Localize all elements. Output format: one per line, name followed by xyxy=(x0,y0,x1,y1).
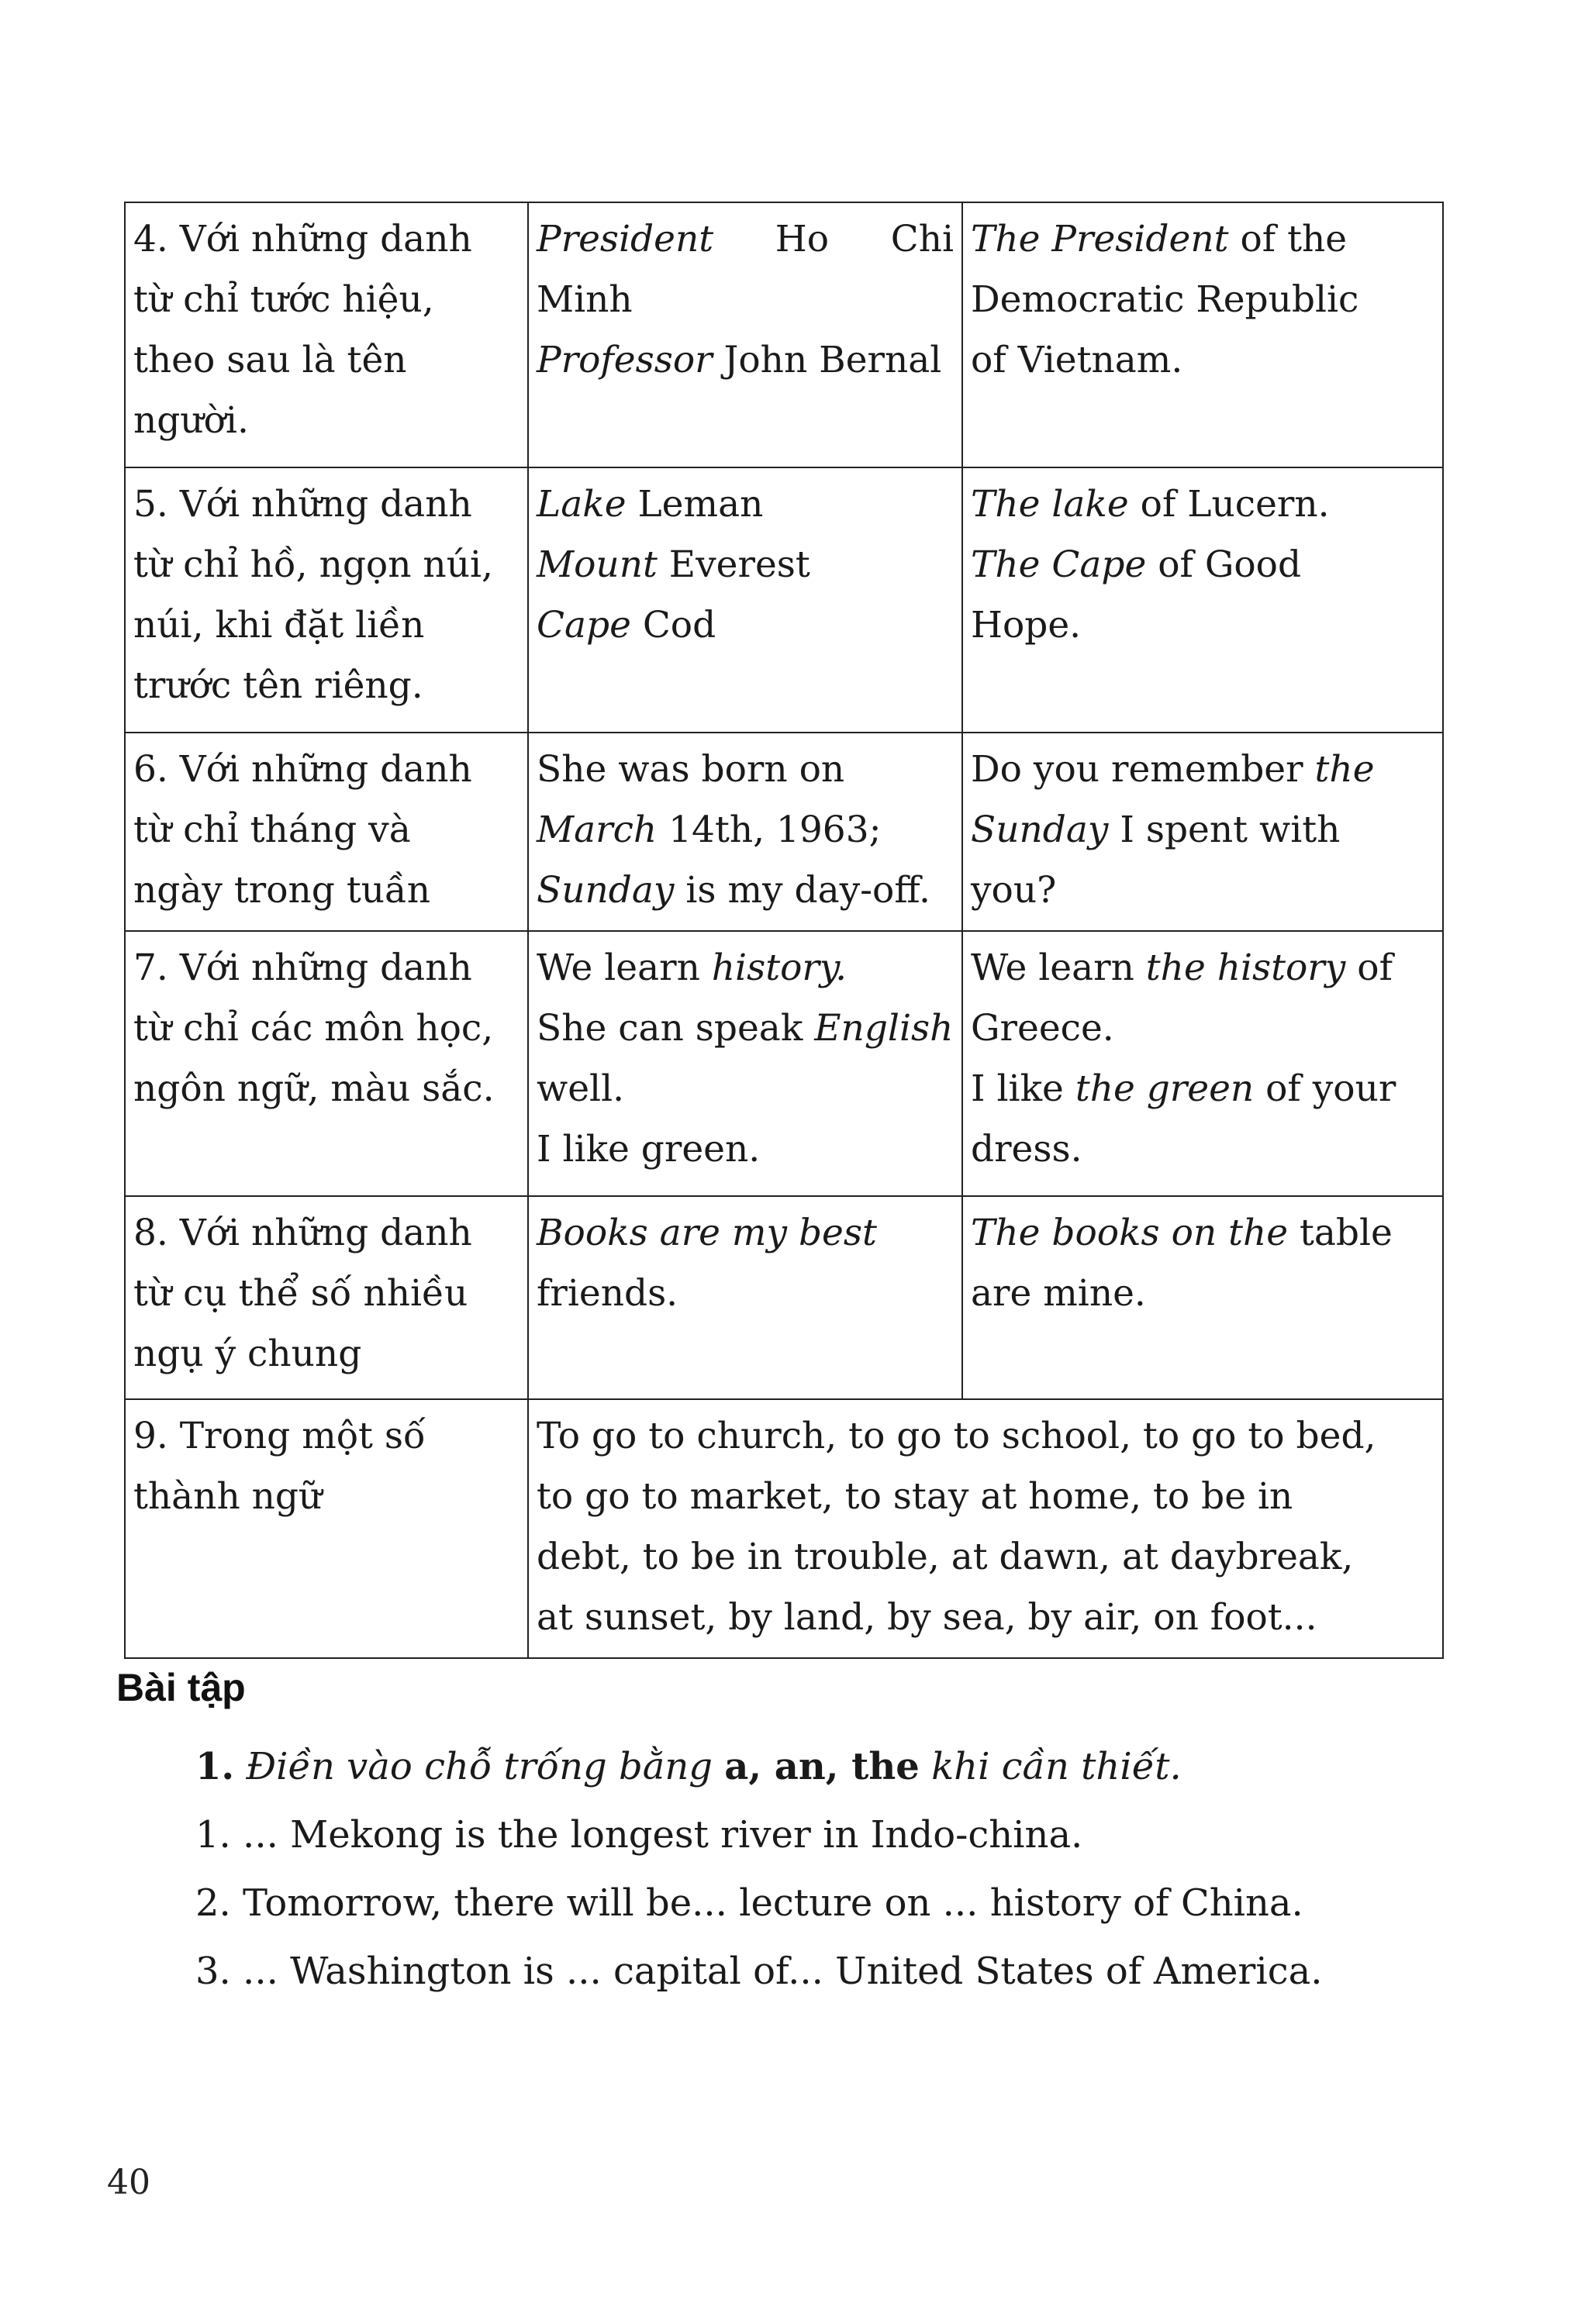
example-with-the-cell xyxy=(962,1196,1443,1399)
example-line: The President of the xyxy=(971,218,1348,260)
rule-line: từ cụ thể số nhiều xyxy=(133,1272,468,1315)
example-line: Mount Everest xyxy=(537,543,810,586)
rule-line: 9. Trong một số xyxy=(133,1415,426,1457)
example-line: Professor John Bernal xyxy=(537,339,942,381)
example-line: Cape Cod xyxy=(537,604,716,647)
idiom-line: To go to church, to go to school, to go to bed, xyxy=(537,1415,1376,1457)
table-row xyxy=(125,931,1443,1196)
idiom-line: to go to market, to stay at home, to be in xyxy=(537,1475,1293,1518)
exercise-question: 2. Tomorrow, there will be... lecture on ... history of China. xyxy=(195,1881,1303,1925)
idioms-cell xyxy=(528,1399,1443,1658)
exercise-question: 3. ... Washington is ... capital of... United States of America. xyxy=(195,1950,1323,1993)
example-line: well. xyxy=(537,1067,625,1110)
rule-line: ngày trong tuần xyxy=(133,869,431,912)
rule-line: 8. Với những danh xyxy=(133,1212,472,1254)
example-line: friends. xyxy=(537,1272,678,1315)
rule-line: 7. Với những danh xyxy=(133,946,472,989)
rule-line: theo sau là tên xyxy=(133,339,407,381)
rule-cell xyxy=(125,1399,528,1658)
example-no-article-cell xyxy=(528,931,962,1196)
table-row xyxy=(125,202,1443,467)
rule-line: 5. Với những danh xyxy=(133,483,472,526)
example-no-article-cell xyxy=(528,1196,962,1399)
example-line: Sunday I spent with xyxy=(971,809,1341,851)
table-row xyxy=(125,467,1443,733)
example-with-the-cell xyxy=(962,467,1443,733)
rule-cell xyxy=(125,733,528,931)
exercise-block xyxy=(195,1733,1452,2005)
table-row xyxy=(125,733,1443,931)
example-line: you? xyxy=(971,869,1057,912)
rule-line: từ chỉ hồ, ngọn núi, xyxy=(133,543,493,586)
example-line: I like green. xyxy=(537,1128,761,1171)
example-line: Greece. xyxy=(971,1007,1114,1050)
idiom-line: debt, to be in trouble, at dawn, at daybreak, xyxy=(537,1536,1354,1578)
page-number: 40 xyxy=(107,2163,150,2202)
table-row xyxy=(125,1399,1443,1658)
example-line: Democratic Republic xyxy=(971,278,1359,321)
example-line: The books on the table xyxy=(971,1212,1393,1254)
example-line: dress. xyxy=(971,1128,1082,1171)
example-line: of Vietnam. xyxy=(971,339,1183,381)
rule-cell xyxy=(125,202,528,467)
section-title: Bài tập xyxy=(116,1666,246,1709)
example-line: President Ho Chi Minh xyxy=(537,218,954,321)
example-line: I like the green of your xyxy=(971,1067,1396,1110)
rule-line: ngôn ngữ, màu sắc. xyxy=(133,1067,495,1110)
rule-line: 6. Với những danh xyxy=(133,748,472,791)
example-line: She was born on xyxy=(537,748,845,791)
rule-cell xyxy=(125,1196,528,1399)
example-line: Hope. xyxy=(971,604,1082,647)
example-line: are mine. xyxy=(971,1272,1146,1315)
rule-line: người. xyxy=(133,399,249,442)
example-no-article-cell xyxy=(528,202,962,467)
example-line: Sunday is my day-off. xyxy=(537,869,930,912)
rule-cell xyxy=(125,467,528,733)
example-line: March 14th, 1963; xyxy=(537,809,882,851)
rule-line: trước tên riêng. xyxy=(133,664,423,707)
rule-cell xyxy=(125,931,528,1196)
idiom-line: at sunset, by land, by sea, by air, on foot... xyxy=(537,1596,1317,1639)
rule-line: từ chỉ tước hiệu, xyxy=(133,278,434,321)
rule-line: 4. Với những danh xyxy=(133,218,472,260)
example-with-the-cell xyxy=(962,931,1443,1196)
example-line: Lake Leman xyxy=(537,483,764,526)
exercise-heading: 1. Điền vào chỗ trống bằng a, an, the khi cần thiết. xyxy=(195,1745,1182,1788)
example-with-the-cell xyxy=(962,733,1443,931)
exercise-question: 1. ... Mekong is the longest river in Indo-china. xyxy=(195,1813,1083,1857)
example-no-article-cell xyxy=(528,467,962,733)
article-usage-table xyxy=(124,202,1444,1659)
rule-line: núi, khi đặt liền xyxy=(133,604,425,647)
rule-line: thành ngữ xyxy=(133,1475,323,1518)
example-no-article-cell xyxy=(528,733,962,931)
rule-line: ngụ ý chung xyxy=(133,1333,362,1375)
example-line: Books are my best xyxy=(537,1212,877,1254)
example-line: She can speak English xyxy=(537,1007,954,1050)
example-line: We learn the history of xyxy=(971,946,1393,989)
example-line: Do you remember the xyxy=(971,748,1375,791)
example-line: The Cape of Good xyxy=(971,543,1302,586)
example-line: The lake of Lucern. xyxy=(971,483,1330,526)
example-line: We learn history. xyxy=(537,946,848,989)
table-row xyxy=(125,1196,1443,1399)
rule-line: từ chỉ tháng và xyxy=(133,809,411,851)
example-with-the-cell xyxy=(962,202,1443,467)
rule-line: từ chỉ các môn học, xyxy=(133,1007,494,1050)
